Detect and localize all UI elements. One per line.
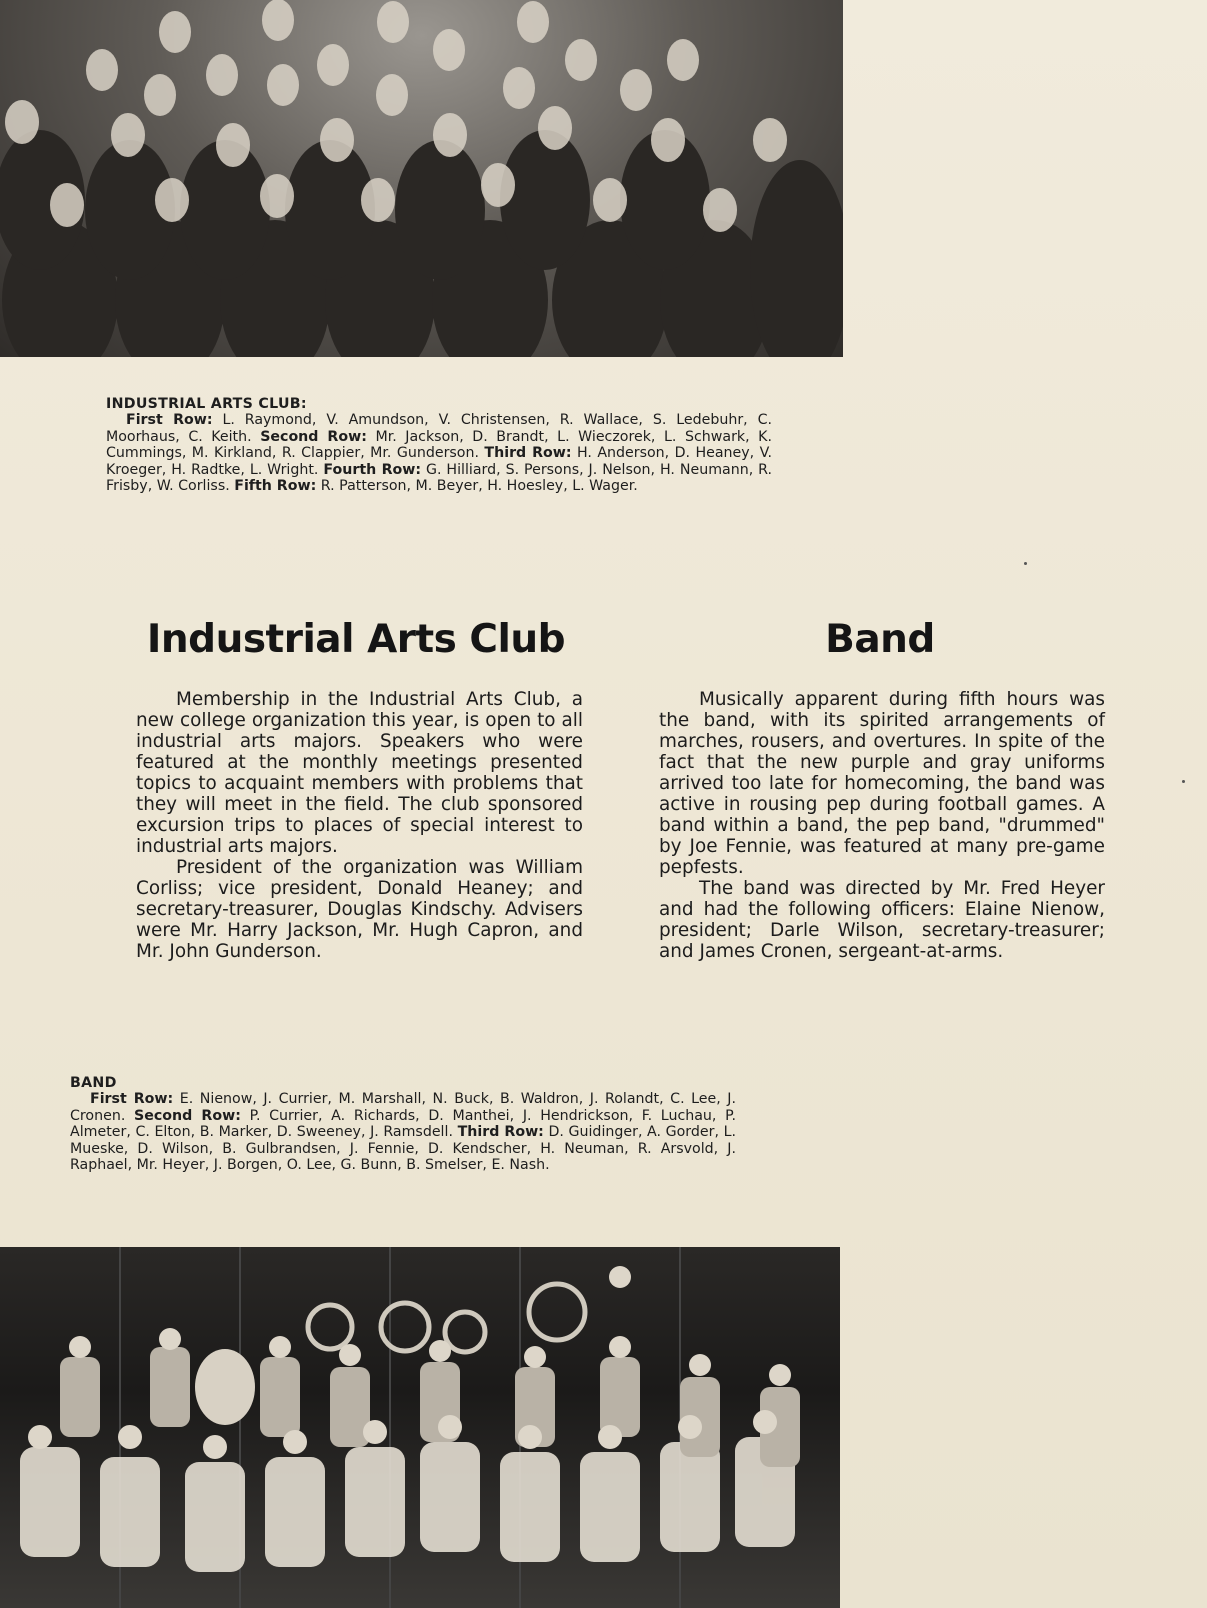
caption-row-label: First Row: xyxy=(90,1091,174,1108)
band-paragraph: The band was directed by Mr. Fred Heyer and had the following officers: Elaine Nienow, president; Darle Wilson, secretary-treasurer; and James Cronen, sergeant-at-arms. xyxy=(659,878,1105,962)
caption-row-names: G. Hilliard, S. Persons, J. Nelson, H. Neumann, R. Frisby, W. Corliss. xyxy=(106,461,773,495)
print-speck xyxy=(1024,562,1027,565)
print-speck xyxy=(1182,780,1185,783)
caption-row-label: First Row: xyxy=(126,412,213,429)
club-article xyxy=(136,689,583,962)
caption-row-label: Fifth Row: xyxy=(234,478,317,495)
caption-row-names: H. Anderson, D. Heaney, V. Kroeger, H. Radtke, L. Wright. xyxy=(106,445,772,478)
band-heading: Band xyxy=(825,617,935,662)
band-photo xyxy=(0,1247,840,1608)
caption-row-names: D. Guidinger, A. Gorder, L. Mueske, D. Wilson, B. Gulbrandsen, J. Fennie, D. Kendscher, H. Neuman, R. Arsvold, J. Raphael, Mr. Heyer, J. Borgen, O. Lee, G. Bunn, B. Smelser, E. Nash. xyxy=(70,1124,736,1174)
club-heading: Industrial Arts Club xyxy=(146,617,566,662)
caption-row-label: Third Row: xyxy=(484,445,572,462)
band-paragraph: Musically apparent during fifth hours was the band, with its spirited arrangements of marches, rousers, and overtures. In spite of the fact that the new purple and gray uniforms arrived too late for homecoming, the band was active in rousing pep during football games. A band within a band, the pep band, "drummed" by Joe Fennie, was featured at many pre-game pepfests. xyxy=(659,689,1105,878)
caption-row-label: Second Row: xyxy=(260,428,367,445)
band-photo-figures xyxy=(0,1247,840,1608)
band-caption-title: BAND xyxy=(70,1075,117,1091)
caption-row-names: R. Patterson, M. Beyer, H. Hoesley, L. Wager. xyxy=(316,478,638,495)
caption-row-names: Mr. Jackson, D. Brandt, L. Wieczorek, L. Schwark, K. Cummings, M. Kirkland, R. Clappier, Mr. Gunderson. xyxy=(106,428,772,462)
club-paragraph: Membership in the Industrial Arts Club, a new college organization this year, is open to all industrial arts majors. Speakers who were featured at the monthly meetings presented topics to acquaint members with problems that they will meet in the field. The club sponsored excursion trips to places of special interest to industrial arts majors. xyxy=(136,689,583,857)
caption-row-names: L. Raymond, V. Amundson, V. Christensen, R. Wallace, S. Ledebuhr, C. Moorhaus, C. Keith. xyxy=(106,412,772,445)
club-caption-title: INDUSTRIAL ARTS CLUB: xyxy=(106,396,307,412)
club-caption xyxy=(106,396,772,494)
band-caption-names xyxy=(70,1091,736,1173)
caption-row-label: Second Row: xyxy=(134,1107,241,1124)
club-paragraph: President of the organization was William Corliss; vice president, Donald Heaney; and secretary-treasurer, Douglas Kindschy. Advisers were Mr. Harry Jackson, Mr. Hugh Capron, and Mr. John Gunderson. xyxy=(136,857,583,962)
club-caption-names xyxy=(106,412,772,494)
caption-row-names: E. Nienow, J. Currier, M. Marshall, N. Buck, B. Waldron, J. Rolandt, C. Lee, J. Cronen. xyxy=(70,1091,736,1124)
caption-row-names: P. Currier, A. Richards, D. Manthei, J. Hendrickson, F. Luchau, P. Almeter, C. Elton, B. Marker, D. Sweeney, J. Ramsdell. xyxy=(70,1107,736,1141)
band-caption xyxy=(70,1075,736,1173)
club-photo-figures xyxy=(0,0,843,357)
industrial-arts-club-photo xyxy=(0,0,843,357)
band-article xyxy=(659,689,1105,962)
caption-row-label: Third Row: xyxy=(457,1124,544,1141)
caption-row-label: Fourth Row: xyxy=(323,461,422,478)
